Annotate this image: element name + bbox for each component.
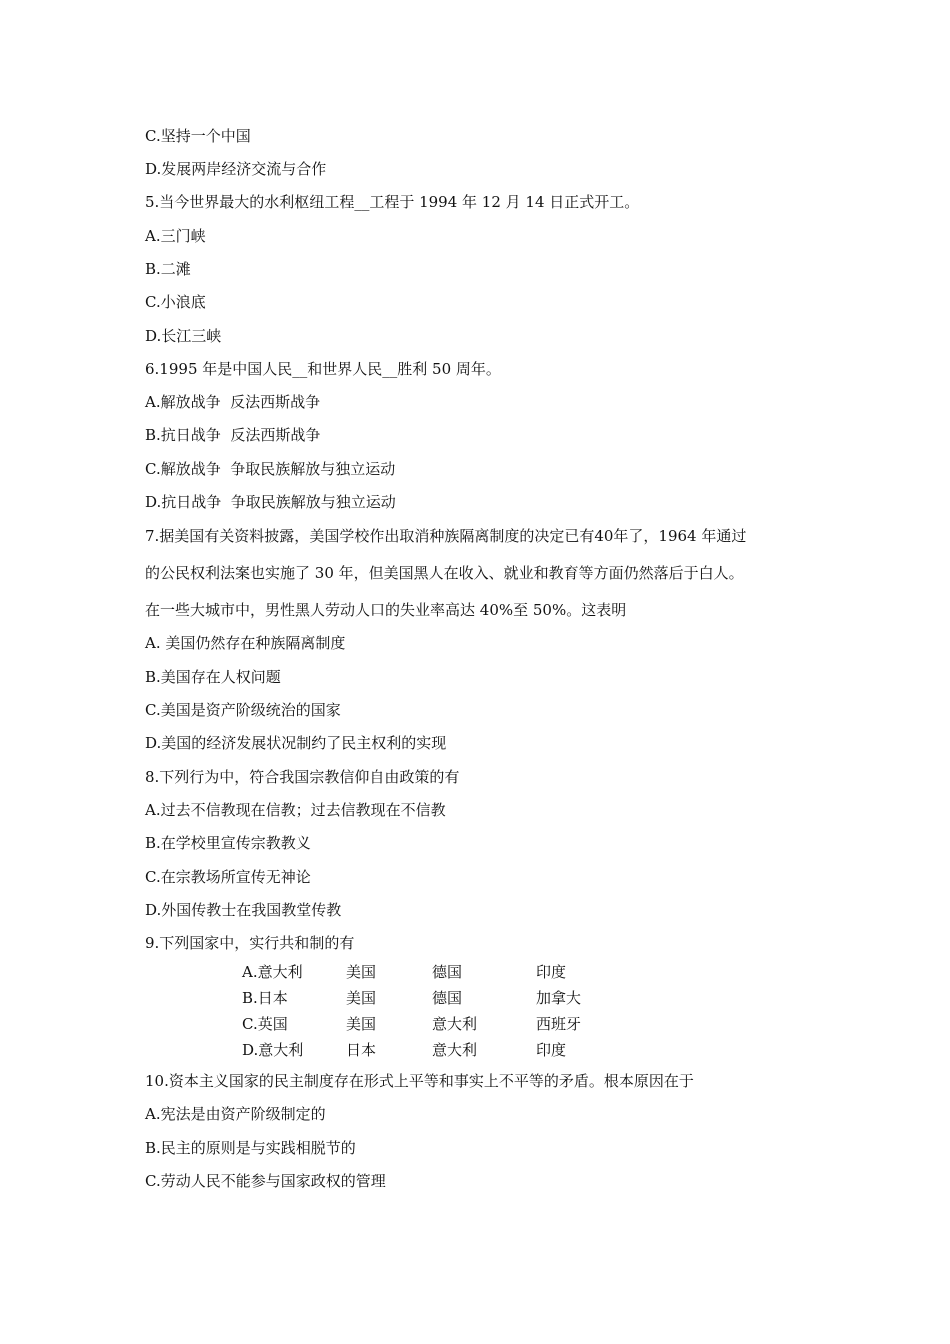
q7-option-a: A. 美国仍然存在种族隔离制度 xyxy=(145,634,346,652)
q6-option-d: D.抗日战争 争取民族解放与独立运动 xyxy=(145,493,396,511)
q10-option-a: A.宪法是由资产阶级制定的 xyxy=(145,1105,326,1123)
q7-option-c: C.美国是资产阶级统治的国家 xyxy=(145,701,341,719)
q10-option-c: C.劳动人民不能参与国家政权的管理 xyxy=(145,1172,386,1190)
q5-option-d: D.长江三峡 xyxy=(145,327,222,345)
q4-option-c: C.坚持一个中国 xyxy=(145,127,251,145)
q9-option-d-col-4: 印度 xyxy=(536,1041,567,1059)
q9-option-b-col-4: 加拿大 xyxy=(536,989,582,1007)
q7-stem-line-2: 的公民权利法案也实施了 30 年，但美国黑人在收入、就业和教育等方面仍然落后于白人。 xyxy=(145,564,744,582)
q9-option-b-col-3: 德国 xyxy=(432,989,463,1007)
q7-stem-line-3: 在一些大城市中，男性黑人劳动人口的失业率高达 40%至 50%。这表明 xyxy=(145,601,627,619)
q7-option-b: B.美国存在人权问题 xyxy=(145,668,281,686)
q5-option-a: A.三门峡 xyxy=(145,227,206,245)
q6-option-a: A.解放战争 反法西斯战争 xyxy=(145,393,321,411)
q9-option-b-col-1: B.日本 xyxy=(242,989,288,1007)
q5-option-c: C.小浪底 xyxy=(145,293,206,311)
q9-stem: 9.下列国家中，实行共和制的有 xyxy=(145,934,355,952)
q9-option-d-col-2: 日本 xyxy=(346,1041,377,1059)
q6-stem: 6.1995 年是中国人民__和世界人民__胜利 50 周年。 xyxy=(145,360,501,378)
q8-option-a: A.过去不信教现在信教；过去信教现在不信教 xyxy=(145,801,446,819)
q10-option-b: B.民主的原则是与实践相脱节的 xyxy=(145,1139,356,1157)
q9-option-a-col-1: A.意大利 xyxy=(242,963,303,981)
q5-stem: 5.当今世界最大的水利枢纽工程__工程于 1994 年 12 月 14 日正式开工。 xyxy=(145,193,640,211)
q7-option-d: D.美国的经济发展状况制约了民主权利的实现 xyxy=(145,734,447,752)
q6-option-c: C.解放战争 争取民族解放与独立运动 xyxy=(145,460,396,478)
q9-option-a-col-4: 印度 xyxy=(536,963,567,981)
q8-option-d: D.外国传教士在我国教堂传教 xyxy=(145,901,342,919)
q9-option-a-col-3: 德国 xyxy=(432,963,463,981)
q5-option-b: B.二滩 xyxy=(145,260,191,278)
q9-option-c-col-2: 美国 xyxy=(346,1015,377,1033)
q8-option-b: B.在学校里宣传宗教教义 xyxy=(145,834,311,852)
q4-option-d: D.发展两岸经济交流与合作 xyxy=(145,160,327,178)
q9-option-b-col-2: 美国 xyxy=(346,989,377,1007)
q8-stem: 8.下列行为中，符合我国宗教信仰自由政策的有 xyxy=(145,768,460,786)
q9-option-c-col-4: 西班牙 xyxy=(536,1015,582,1033)
q7-stem-line-1: 7.据美国有关资料披露，美国学校作出取消种族隔离制度的决定已有40年了，1964 年通过 xyxy=(145,527,747,545)
q9-option-c-col-3: 意大利 xyxy=(432,1015,478,1033)
q8-option-c: C.在宗教场所宣传无神论 xyxy=(145,868,311,886)
q9-option-a-col-2: 美国 xyxy=(346,963,377,981)
q9-option-d-col-1: D.意大利 xyxy=(242,1041,304,1059)
q9-option-c-col-1: C.英国 xyxy=(242,1015,288,1033)
q6-option-b: B.抗日战争 反法西斯战争 xyxy=(145,426,321,444)
q10-stem: 10.资本主义国家的民主制度存在形式上平等和事实上不平等的矛盾。根本原因在于 xyxy=(145,1072,694,1090)
q9-option-d-col-3: 意大利 xyxy=(432,1041,478,1059)
